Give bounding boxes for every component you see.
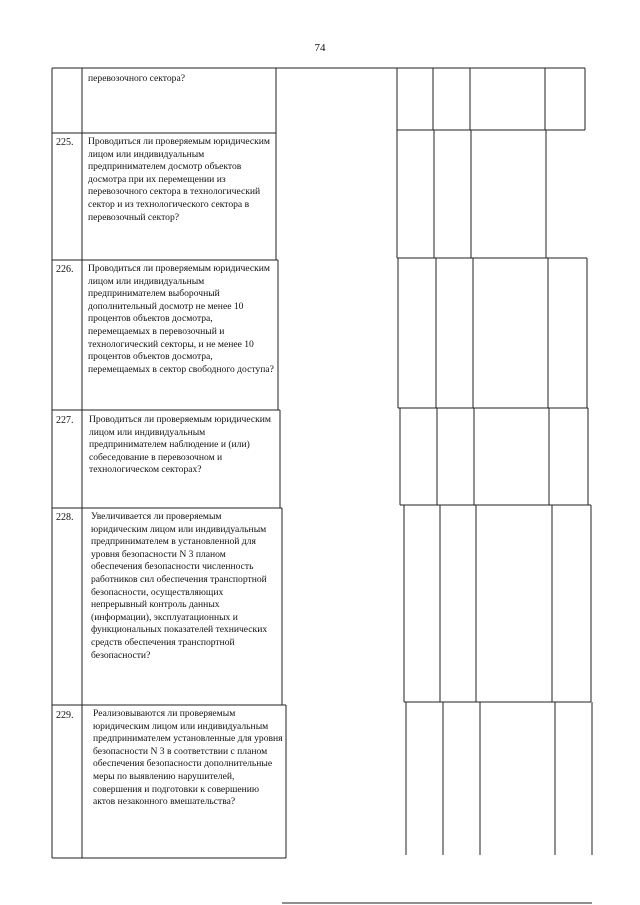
question-text: Проводиться ли проверяемым юридическим лицом или индивидуальным предпринимателем выборочный дополнительный досмотр не менее 10 процентов объектов досмотра, перемещаемых в перевозочный и технологический секторы, и не менее 10 процентов объектов досмотра, перемещаемых в сектор свободного доступа?	[88, 263, 274, 375]
question-text: Реализовываются ли проверяемым юридическим лицом или индивидуальным предпринимателем установленные для уровня безопасности N 3 в соответствии с планом обеспечения безопасности дополнительные меры по выявлению нарушителей, совершения и подготовки к совершению актов незаконного вмешательства?	[93, 708, 283, 808]
row-number: 228.	[56, 512, 74, 523]
row-number: 229.	[56, 710, 74, 721]
question-text: перевозочного сектора?	[88, 73, 185, 84]
page-number: 74	[314, 42, 326, 54]
question-text: Проводиться ли проверяемым юридическим лицом или индивидуальным предпринимателем наблюдение и (или) собеседование в перевозочном и технологическом секторах?	[89, 414, 271, 476]
row-number: 226.	[56, 264, 74, 275]
row-number: 227.	[56, 415, 74, 426]
question-text: Проводиться ли проверяемым юридическим лицом или индивидуальным предпринимателем досмотр объектов досмотра при их перемещении из перевозочного сектора в технологический сектор и из технологического сектора в перевозочный сектор?	[88, 136, 270, 223]
row-number: 225.	[56, 137, 74, 148]
question-text: Увеличивается ли проверяемым юридическим лицом или индивидуальным предпринимателем в установленной для уровня безопасности N 3 планом обеспечения безопасности численность работников сил обеспечения транспортной безопасности, осуществляющих непрерывный контроль данных (информации), эксплуатационных и функциональных показателей технических средств обеспечения транспортной безопасности?	[91, 511, 268, 661]
